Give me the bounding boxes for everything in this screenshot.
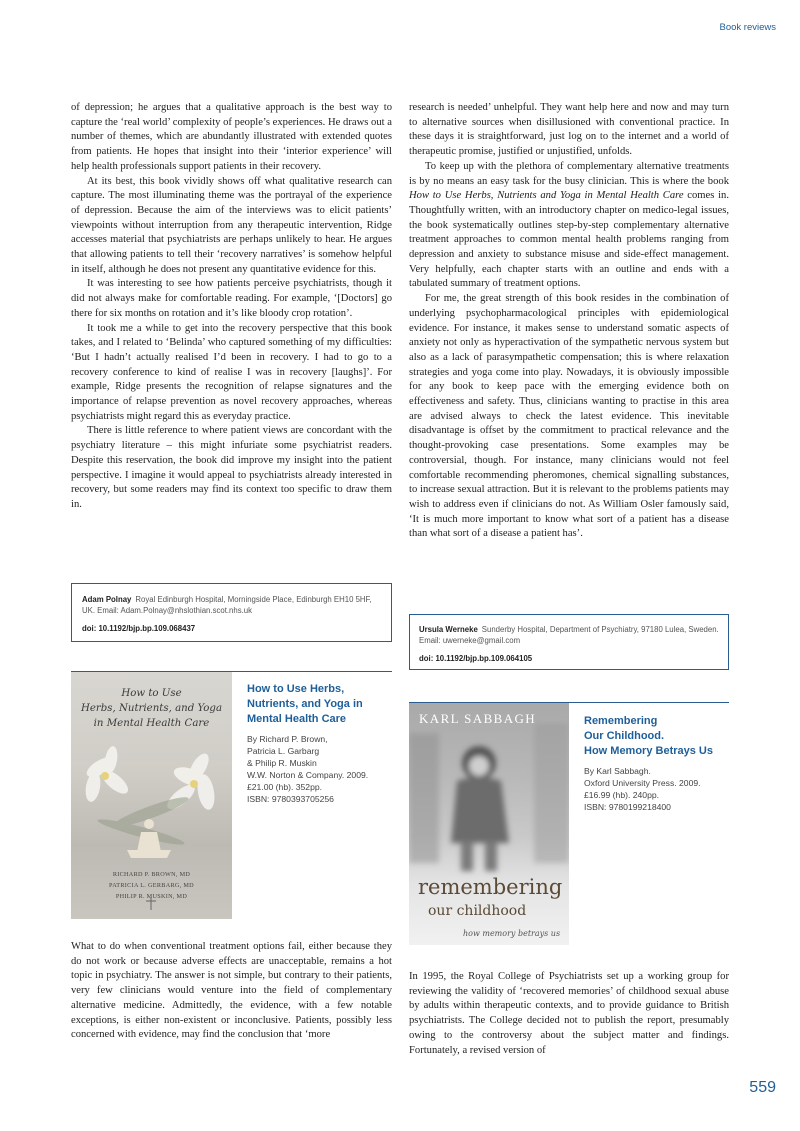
reviewer-box-werneke — [409, 614, 729, 670]
review1-paragraph: It was interesting to see how patients perceive psychiatrists, though it did not always make for comfortable reading. For example, ‘[Doctors] go there for six months on rotation and it’s like bloody crop rotation’. — [71, 278, 392, 319]
book-title: Remembering Our Childhood. How Memory Betrays Us — [584, 715, 713, 757]
cover-title: How to Use Herbs, Nutrients, and Yoga in Mental Health Care — [80, 688, 223, 729]
cover-authors: RICHARD P. BROWN, MD PATRICIA L. GERBARG, MD PHILIP R. MUSKIN, MD — [109, 871, 194, 900]
review3-paragraph: In 1995, the Royal College of Psychiatrists set up a working group for reviewing the validity of ‘recovered memories’ of childhood sexual abuse by adults within therapeutic contexts, and to provide guidance to British psychiatrists. The College decided not to publish the report, presumably owing to the controversy about the subject matter and findings. Fortunately, a revised version of — [409, 971, 729, 1056]
book-meta: By Richard P. Brown, Patricia L. Garbarg & Philip R. Muskin W.W. Norton & Company. 2009. £21.00 (hb). 352pp. ISBN: 9780393705256 — [247, 734, 369, 804]
doi-link[interactable]: doi: 10.1192/bjp.bp.109.064105 — [419, 654, 533, 663]
book-title: How to Use Herbs, Nutrients, and Yoga in Mental Health Care — [247, 683, 363, 725]
review1-paragraph: At its best, this book vividly shows off what qualitative research can capture. The most illuminating theme was the portrayal of the experience of depression. Because the aim of the interviews was to elicit patients’ viewpoints without interruption from any therapeutic intervention, Ridge accesses material that psychiatrists are perhaps unlikely to hear. He argues that allowing patients to tell their ‘recovery narratives’ is somehow helpful in itself, although he does not present any quantitative evidence for this. — [71, 175, 392, 275]
review1-paragraph: It took me a while to get into the recovery perspective that this book takes, and I related to ‘Belinda’ who captured something of my difficulties: ‘But I hadn’t actually realised I’d been in recovery. I had to go to a recovery conference to kind of realise I was in recovery [laughs]’. For example, Ridge presents the recognition of relapse signatures and the importance of relapse prevention as novel recovery approaches, whereas psychiatrists might regard this as everyday practice. — [71, 322, 392, 422]
cover-title-line2: our childhood — [428, 903, 527, 919]
section-label: Book reviews — [719, 22, 776, 33]
doi-link[interactable]: doi: 10.1192/bjp.bp.109.068437 — [82, 624, 196, 633]
review1-paragraph: There is little reference to where patient views are concordant with the psychiatry literature – this might infuriate some psychiatrist readers. Despite this reservation, the book did improve my insight into the patient perspective. I imagine it would appeal to psychiatrists already interested in recovery, but some readers may find its context too specific to draw them in. — [71, 425, 392, 510]
reviewer-name: Adam Polnay — [82, 595, 132, 604]
cover-author: KARL SABBAGH — [419, 711, 537, 726]
book-cover-remembering — [409, 703, 569, 945]
reviewer-affiliation: Sunderby Hospital, Department of Psychiatry, 97180 Lulea, Sweden. Email: uwerneke@gmail.com — [419, 625, 719, 645]
book-info-herbs — [247, 682, 392, 805]
review2-paragraph: What to do when conventional treatment options fail, either because they do not work or because adverse effects are unacceptable, remains a hot topic in psychiatry. The answer is not simple, but contrary to their patients, very few clinicians would venture into the field of complementary alternative medicine. Admittedly, the evidence, with a few notable exceptions, is either non-existent or inconclusive. Patients, possibly less concerned with evidence, may find the conclusion that ‘more — [71, 941, 392, 1041]
reviewer-affiliation: Royal Edinburgh Hospital, Morningside Place, Edinburgh EH10 5HF, UK. Email: Adam.Polnay@nhslothian.scot.nhs.uk — [82, 595, 372, 615]
cover-subtitle: how memory betrays us — [463, 929, 561, 938]
reviewer-name: Ursula Werneke — [419, 625, 478, 634]
review2-paragraph: research is needed’ unhelpful. They want help here and now and may turn to alternative sources when disillusioned with conventional practice. In these days it is straightforward, just log on to the internet and a world of therapeutic promise, justified or unjustified, unfolds. — [409, 102, 729, 158]
review2-body-left — [71, 940, 392, 1043]
review1-body — [71, 101, 392, 513]
review2-body-right — [409, 101, 729, 542]
cover-title: remembering — [418, 875, 563, 899]
book-info-remembering — [584, 714, 734, 813]
reviewer-box-polnay — [71, 583, 392, 642]
review3-body — [409, 970, 729, 1058]
page-number: 559 — [749, 1079, 776, 1096]
book-cover-herbs — [71, 672, 232, 919]
book-meta: By Karl Sabbagh. Oxford University Press. 2009. £16.99 (hb). 240pp. ISBN: 9780199218400 — [584, 766, 701, 812]
review2-paragraph: To keep up with the plethora of complementary alternative treatments is by no means an easy task for the busy clinician. This is where the book How to Use Herbs, Nutrients and Yoga in Mental Health Care comes in. Thoughtfully written, with an introductory chapter on medico-legal issues, the book systematically outlines step-by-step complementary alternative treatment approaches to common mental health problems ranging from depression and anxiety to substance misuse and side-effect management. Very helpfully, each chapter starts with an outline and ends with a tabulated summary of treatment options. — [409, 160, 729, 290]
review1-paragraph: of depression; he argues that a qualitative approach is the best way to capture the ‘real world’ complexity of people’s experiences. He draws out a number of themes, which are abundantly illustrated with extended quotes from patients. He hopes that insight into their ‘interior experience’ will help health professionals support patients in their recovery. — [71, 102, 392, 172]
review2-paragraph: For me, the great strength of this book resides in the combination of underlying psychopharmacological principles with epidemiological evidence. For instance, it makes sense to understand somatic aspects of anxiety not only as hyperactivation of the sympathetic nervous system but also as a lack of parasympathetic compensation; this is where relaxation strategies and yoga come into play. Nowadays, it is obviously impossible for any book to keep pace with the emerging evidence both on effectiveness and safety. Thus, clinicians wanting to practise in this area are advised always to check the latest evidence. This inevitable disadvantage is offset by the commitment to practical relevance and the thought-provoking case presentations. Some examples may be controversial, though. For instance, many clinicians would not feel comfortable recommending pheromones, chemical signalling substances, to increase sexual attraction. But it is relevant to the problems patients may wish to address even if clinicians do not. As William Osler famously said, ‘It is much more important to know what sort of a patient has a disease than what sort of a disease a patient has’. — [409, 293, 729, 540]
